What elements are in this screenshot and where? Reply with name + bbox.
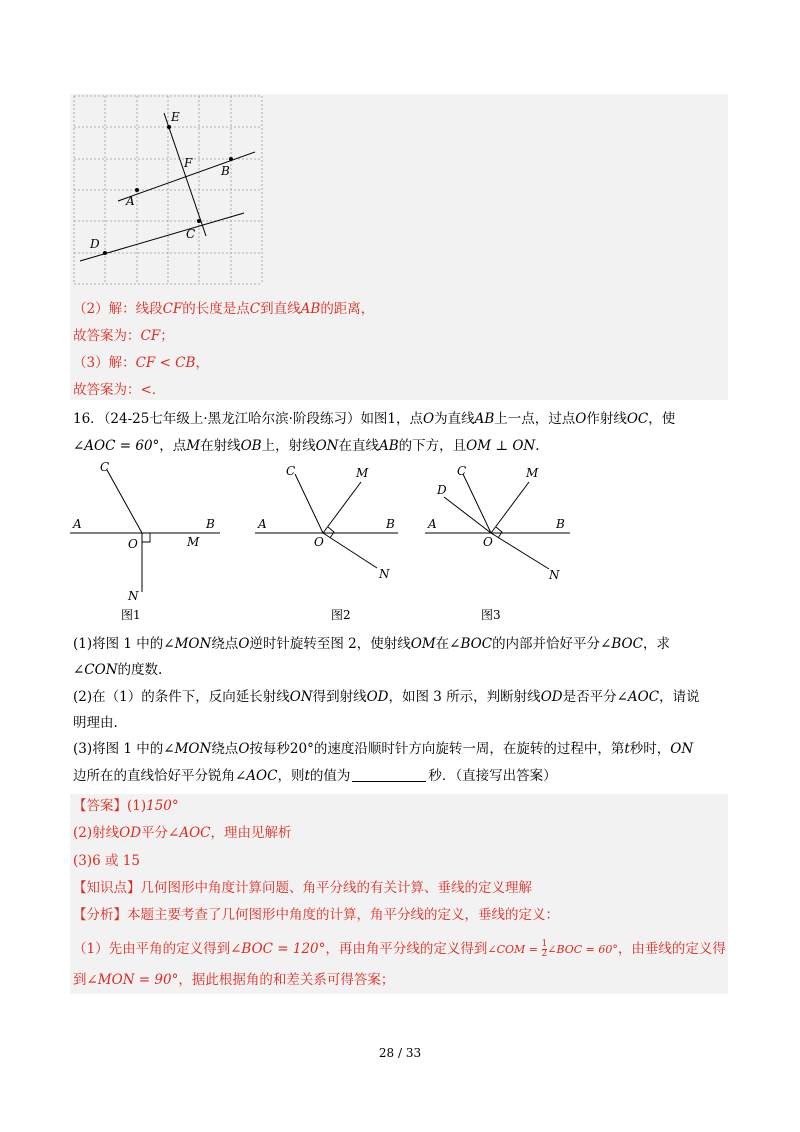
label-e: E — [171, 110, 180, 124]
fig3-label-m: M — [526, 466, 539, 480]
label-b: B — [221, 164, 230, 178]
answer-2: (2)射线OD平分∠AOC，理由见解析 — [73, 825, 292, 841]
fig3-label-o: O — [483, 535, 493, 549]
fig3-label-b: B — [556, 517, 565, 531]
fig3-caption: 图3 — [481, 608, 501, 622]
grid-figure — [74, 96, 264, 286]
fig2-label-b: B — [386, 517, 395, 531]
answer-part3: 故答案为：<． — [73, 382, 166, 398]
fig2-label-c: C — [286, 464, 296, 478]
fig2-caption: 图2 — [331, 608, 351, 622]
answer-3: (3)6 或 15 — [73, 853, 140, 869]
fig2-label-m: M — [356, 466, 369, 480]
solution-part3: （3）解：CF < CB， — [73, 355, 209, 371]
question-2-line2: 明理由. — [73, 715, 118, 731]
fig1-label-o: O — [128, 537, 138, 551]
figure-2 — [255, 462, 405, 622]
line-ec — [164, 113, 206, 236]
label-c: C — [186, 227, 196, 241]
question-1-line2: ∠CON的度数. — [73, 662, 163, 678]
point-b — [229, 157, 233, 161]
question-3-line2: 边所在的直线恰好平分锐角∠AOC，则t的值为 秒．（直接写出答案） — [73, 768, 557, 784]
solution-part2: （2）解：线段CF的长度是点C到直线AB的距离， — [73, 301, 375, 317]
point-a — [135, 188, 139, 192]
figure-3 — [425, 462, 575, 622]
fig3-label-a: A — [428, 517, 437, 531]
fraction: $\frac{1}{2}$ — [541, 939, 548, 959]
knowledge-points: 【知识点】几何图形中角度计算问题、角平分线的有关计算、垂线的定义理解 — [73, 880, 532, 896]
point-e — [167, 125, 171, 129]
figure-1 — [70, 462, 220, 622]
answer-part2: 故答案为：CF； — [73, 328, 174, 344]
problem-16-line2: ∠AOC = 60°，点M在射线OB上，射线ON在直线AB的下方，且OM ⊥ ON. — [73, 438, 540, 454]
point-c — [197, 219, 201, 223]
problem-16-line1: 16．（24-25七年级上·黑龙江哈尔滨·阶段练习）如图1，点O为直线AB上一点，过点O作射线OC，使 — [73, 411, 676, 427]
fig2-label-n: N — [379, 567, 390, 581]
question-2-line1: (2)在（1）的条件下，反向延长射线ON得到射线OD，如图 3 所示，判断射线OD是否平分∠AOC，请说 — [73, 689, 700, 705]
analysis-line1: （1）先由平角的定义得到∠BOC = 120°，再由角平分线的定义得到∠COM = $\frac{1}{2}$ ∠BOC = 60°，由垂线的定义得 — [73, 939, 726, 959]
fig1-caption: 图1 — [121, 608, 141, 622]
page-number: 28 / 33 — [378, 1046, 422, 1060]
analysis: 【分析】本题主要考查了几何图形中角度的计算，角平分线的定义，垂线的定义： — [73, 907, 559, 923]
label-a: A — [126, 194, 135, 208]
question-1-line1: (1)将图 1 中的∠MON绕点O逆时针旋转至图 2，使射线OM在∠BOC的内部并恰好平分∠BOC，求 — [73, 636, 670, 652]
fig1-label-c: C — [100, 460, 110, 474]
analysis-line2: 到∠MON = 90°，据此根据角的和差关系可得答案； — [73, 972, 395, 988]
fig1-label-b: B — [206, 517, 215, 531]
label-d: D — [90, 237, 100, 251]
label-f: F — [184, 156, 193, 170]
fig3-label-d: D — [437, 483, 447, 497]
fig3-label-c: C — [457, 464, 467, 478]
fig2-label-o: O — [314, 535, 324, 549]
fig1-label-m: M — [187, 535, 200, 549]
fig2-label-a: A — [258, 517, 267, 531]
fig3-label-n: N — [549, 568, 560, 582]
question-3-line1: (3)将图 1 中的∠MON绕点O按每秒20°的速度沿顺时针方向旋转一周，在旋转的过程中，第t秒时，ON — [73, 741, 694, 757]
fig1-label-a: A — [73, 517, 82, 531]
fig1-label-n: N — [128, 589, 139, 603]
point-d — [103, 251, 107, 255]
answer-1: 【答案】(1)150° — [73, 798, 179, 814]
answer-blank — [352, 767, 426, 782]
